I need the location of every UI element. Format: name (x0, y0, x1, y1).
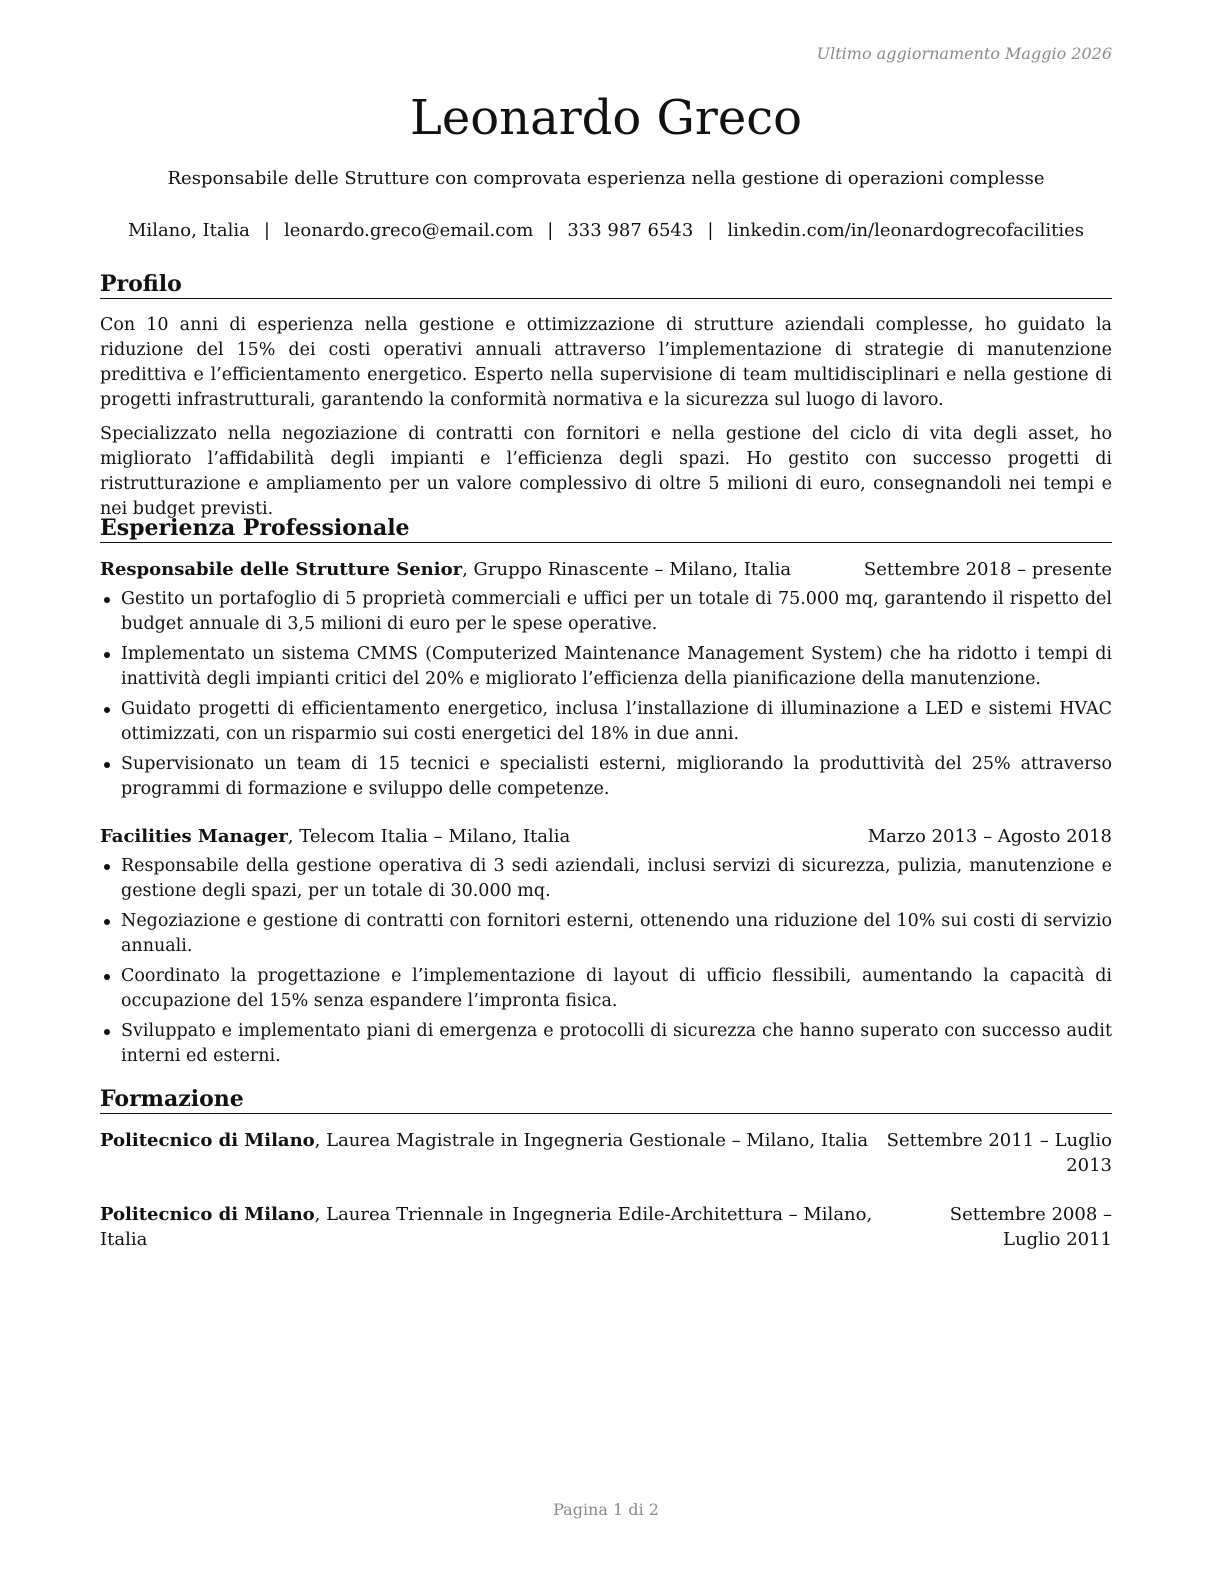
bullet-text: Responsabile della gestione operativa di 3 sedi aziendali, inclusi servizi di sicurezza, pulizia, manutenzione e gestione degli spazi, per un totale di 30.000 mq. (121, 856, 1112, 901)
bullet-text: Coordinato la progettazione e l’implementazione di layout di ufficio flessibili, aumentando la capacità di occupazione del 15% senza espandere l’impronta fisica. (121, 966, 1112, 1011)
list-item (100, 964, 1112, 1014)
education-entry (100, 1128, 1112, 1178)
job-entry (100, 824, 1112, 1069)
bullet-text: Guidato progetti di efficientamento energetico, inclusa l’installazione di illuminazione a LED e sistemi HVAC ottimizzati, con un risparmio sui costi energetici del 18% in due anni. (121, 699, 1112, 744)
list-item (100, 752, 1112, 802)
bullet-icon (104, 707, 110, 713)
list-item (100, 697, 1112, 747)
job-company: , Gruppo Rinascente – Milano, Italia (462, 559, 792, 580)
candidate-name: Leonardo Greco (409, 90, 802, 146)
contact-linkedin[interactable]: linkedin.com/in/leonardogrecofacilities (727, 220, 1084, 241)
bullet-text: Sviluppato e implementato piani di emergenza e protocolli di sicurezza che hanno superato con successo audit interni ed esterni. (121, 1021, 1112, 1066)
contact-email[interactable]: leonardo.greco@email.com (283, 220, 534, 241)
profile-section (100, 270, 1112, 522)
job-role: Responsabile delle Strutture Senior (100, 559, 463, 580)
tagline: Responsabile delle Strutture con comprovata esperienza nella gestione di operazioni complesse (167, 168, 1045, 189)
education-degree: , Laurea Magistrale in Ingegneria Gestionale – Milano, Italia (314, 1130, 869, 1151)
list-item (100, 854, 1112, 904)
bullet-icon (104, 762, 110, 768)
bullet-icon (104, 1029, 110, 1035)
list-item (100, 587, 1112, 637)
bullet-icon (104, 652, 110, 658)
contact-phone[interactable]: 333 987 6543 (567, 220, 694, 241)
list-item (100, 1019, 1112, 1069)
job-header (100, 557, 1112, 583)
last-updated: Ultimo aggiornamento Maggio 2026 (816, 44, 1112, 63)
job-header (100, 824, 1112, 850)
education-entry (100, 1202, 1112, 1252)
contact-separator: | (547, 220, 554, 241)
bullet-icon (104, 597, 110, 603)
education-school: Politecnico di Milano (100, 1204, 315, 1225)
job-title-line (100, 824, 570, 850)
education-section (100, 1085, 1112, 1252)
job-bullets (100, 587, 1112, 802)
bullet-text: Gestito un portafoglio di 5 proprietà commerciali e uffici per un totale di 75.000 mq, garantendo il rispetto del budget annuale di 3,5 milioni di euro per le spese operative. (121, 589, 1112, 634)
list-item (100, 642, 1112, 692)
bullet-icon (104, 974, 110, 980)
job-bullets (100, 854, 1112, 1069)
education-degree: , Laurea Triennale in Ingegneria Edile-Architettura – Milano, Italia (100, 1204, 873, 1250)
education-dates: Settembre 2008 – Luglio 2011 (949, 1204, 1112, 1250)
bullet-text: Negoziazione e gestione di contratti con fornitori esterni, ottenendo una riduzione del 10% sui costi di servizio annuali. (121, 911, 1112, 956)
profile-paragraph: Specializzato nella negoziazione di contratti con fornitori e nella gestione del ciclo di vita degli asset, ho migliorato l’affidabilità degli impianti e l’efficienza degli spazi. Ho gestito con successo progetti di ristrutturazione e ampliamento per un valore complessivo di oltre 5 milioni di euro, consegnandoli nei tempi e nei budget previsti. (100, 424, 1112, 519)
bullet-icon (104, 919, 110, 925)
education-line (100, 1128, 868, 1178)
bullet-text: Supervisionato un team di 15 tecnici e specialisti esterni, migliorando la produttività del 25% attraverso programmi di formazione e sviluppo delle competenze. (121, 754, 1112, 799)
education-dates: Settembre 2011 – Luglio 2013 (886, 1130, 1112, 1176)
page-number: Pagina 1 di 2 (553, 1500, 659, 1519)
section-title-education: Formazione (100, 1085, 1112, 1114)
section-title-profile: Profilo (100, 270, 1112, 299)
experience-section (100, 514, 1112, 1069)
job-role: Facilities Manager (100, 826, 288, 847)
section-title-experience: Esperienza Professionale (100, 514, 1112, 543)
job-title-line (100, 557, 791, 583)
job-dates: Settembre 2018 – presente (863, 559, 1112, 580)
list-item (100, 909, 1112, 959)
contact-separator: | (707, 220, 714, 241)
contact-line (100, 218, 1112, 244)
contact-separator: | (263, 220, 270, 241)
job-entry (100, 557, 1112, 802)
education-line (100, 1202, 890, 1252)
job-dates: Marzo 2013 – Agosto 2018 (867, 826, 1112, 847)
bullet-icon (104, 864, 110, 870)
profile-paragraph: Con 10 anni di esperienza nella gestione e ottimizzazione di strutture aziendali complesse, ho guidato la riduzione del 15% dei costi operativi annuali attraverso l’implementazione di strategie di manutenzione predittiva e l’efficientamento energetico. Esperto nella supervisione di team multidisciplinari e nella gestione di progetti infrastrutturali, garantendo la conformità normativa e la sicurezza sul luogo di lavoro. (100, 315, 1112, 410)
education-school: Politecnico di Milano (100, 1130, 315, 1151)
contact-location: Milano, Italia (128, 220, 250, 241)
bullet-text: Implementato un sistema CMMS (Computerized Maintenance Management System) che ha ridotto i tempi di inattività degli impianti critici del 20% e migliorato l’efficienza della pianificazione della manutenzione. (121, 644, 1112, 689)
job-company: , Telecom Italia – Milano, Italia (287, 826, 571, 847)
